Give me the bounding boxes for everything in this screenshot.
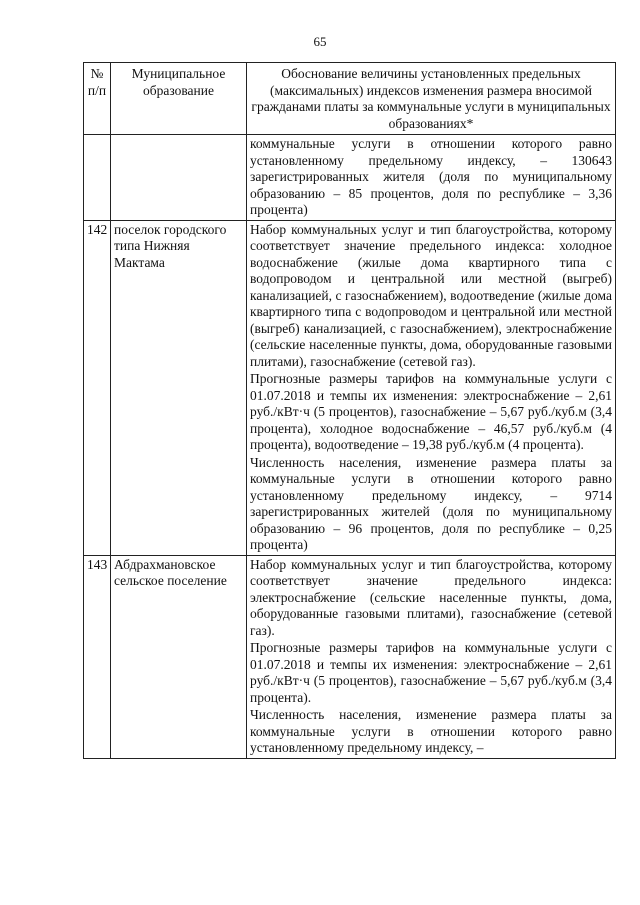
row-number: 143 — [84, 555, 111, 758]
justification-paragraph: Прогнозные размеры тарифов на коммунальные услуги с 01.07.2018 и темпы их изменения: электроснабжение – 2,61 руб./кВт·ч (5 процентов), газоснабжение – 5,67 руб./куб.м (3,4 процента). — [250, 640, 612, 705]
table-header-row — [84, 63, 616, 135]
justification-paragraph: коммунальные услуги в отношении которого равно установленному предельному индексу, – 130643 зарегистрированных жителя (доля по муниципальному образованию – 85 процентов, доля по республике – 3,36 процента) — [250, 136, 612, 217]
header-number: № п/п — [84, 63, 111, 135]
justification-paragraph: Набор коммунальных услуг и тип благоустройства, которому соответствует значение предельного индекса: холодное водоснабжение (жилые дома квартирного типа с водопроводом и центральной или местной (выгреб) канализацией, с газоснабжением), водоотведение (жилые дома квартирного типа с водопроводом и центральной или местной (выгреб) канализацией, с газоснабжением), электроснабжение (сельские населенные пункты, дома, оборудованные газовыми плитами), газоснабжение (сетевой газ). — [250, 221, 612, 369]
table-row — [84, 135, 616, 221]
row-municipality: Абдрахмановское сельское поселение — [111, 555, 247, 758]
justification-paragraph: Численность населения, изменение размера платы за коммунальные услуги в отношении которого равно установленному предельному индексу, – 9714 зарегистрированных жителей (доля по муниципальному образованию – 96 процентов, доля по республике – 0,25 процента) — [250, 454, 612, 552]
row-number: 142 — [84, 220, 111, 555]
table-row — [84, 220, 616, 555]
row-municipality — [111, 135, 247, 221]
header-municipality: Муниципальное образование — [111, 63, 247, 135]
tariff-justification-table — [83, 62, 616, 759]
row-number — [84, 135, 111, 221]
row-justification — [247, 135, 616, 221]
row-justification — [247, 555, 616, 758]
row-municipality: поселок городского типа Нижняя Мактама — [111, 220, 247, 555]
table-row — [84, 555, 616, 758]
row-justification — [247, 220, 616, 555]
justification-paragraph: Численность населения, изменение размера платы за коммунальные услуги в отношении которого равно установленному предельному индексу, – — [250, 707, 612, 755]
header-justification: Обоснование величины установленных предельных (максимальных) индексов изменения размера вносимой гражданами платы за коммунальные услуги в муниципальных образованиях* — [247, 63, 616, 135]
page-number: 65 — [313, 34, 327, 49]
justification-paragraph: Прогнозные размеры тарифов на коммунальные услуги с 01.07.2018 и темпы их изменения: электроснабжение – 2,61 руб./кВт·ч (5 процентов), газоснабжение – 5,67 руб./куб.м (3,4 процента), холодное водоснабжение – 46,57 руб./куб.м (4 процента), водоотведение – 19,38 руб./куб.м (4 процента). — [250, 371, 612, 452]
justification-paragraph: Набор коммунальных услуг и тип благоустройства, которому соответствует значение предельного индекса: электроснабжение (сельские населенные пункты, дома, оборудованные газовыми плитами), газоснабжение (сетевой газ). — [250, 556, 612, 638]
